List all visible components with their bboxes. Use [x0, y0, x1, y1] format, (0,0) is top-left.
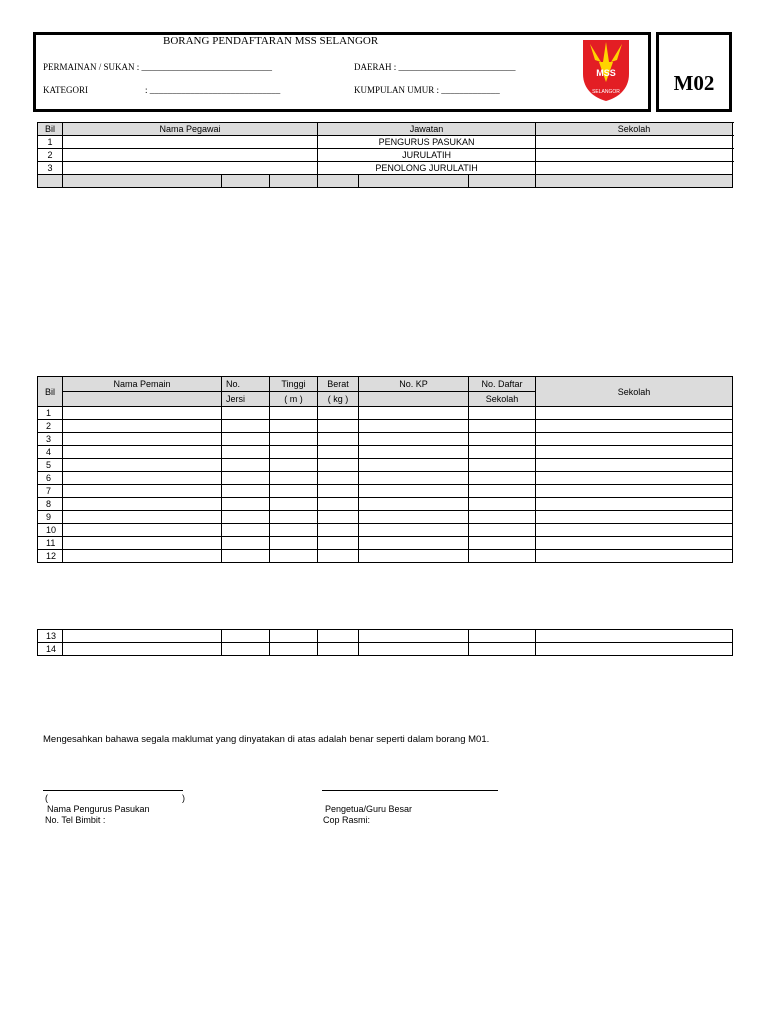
mss-selangor-logo — [581, 38, 631, 102]
nama-pemain-cell[interactable] — [63, 485, 222, 498]
no-kp-cell[interactable] — [359, 643, 469, 656]
table-row — [38, 162, 733, 175]
header-berat-1: Berat — [318, 377, 359, 392]
jawatan-cell: JURULATIH — [318, 149, 536, 162]
table-row — [38, 136, 733, 149]
tinggi-cell[interactable] — [270, 630, 318, 643]
row-number: 2 — [38, 149, 63, 162]
sekolah-cell[interactable] — [536, 420, 733, 433]
permainan-field: PERMAINAN / SUKAN : _____________________________ — [43, 62, 273, 72]
no-jersi-cell[interactable] — [222, 407, 270, 420]
nama-pemain-cell[interactable] — [63, 446, 222, 459]
row-number: 12 — [38, 550, 63, 563]
sekolah-cell[interactable] — [536, 643, 733, 656]
header-sekolah: Sekolah — [536, 377, 733, 407]
tinggi-cell[interactable] — [270, 643, 318, 656]
daerah-field: DAERAH : __________________________ — [354, 62, 516, 72]
sekolah-cell[interactable] — [536, 407, 733, 420]
no-daftar-cell[interactable] — [469, 643, 536, 656]
tinggi-cell[interactable] — [270, 537, 318, 550]
no-kp-cell[interactable] — [359, 433, 469, 446]
row-number: 8 — [38, 498, 63, 511]
nama-pemain-cell[interactable] — [63, 630, 222, 643]
berat-cell[interactable] — [318, 459, 359, 472]
table-row — [38, 433, 733, 446]
no-daftar-cell[interactable] — [469, 550, 536, 563]
header-berat-2: ( kg ) — [318, 392, 359, 407]
tinggi-cell[interactable] — [270, 524, 318, 537]
nama-pemain-cell[interactable] — [63, 498, 222, 511]
row-number: 1 — [38, 136, 63, 149]
berat-cell[interactable] — [318, 524, 359, 537]
table-row — [38, 524, 733, 537]
tinggi-cell[interactable] — [270, 485, 318, 498]
table-row — [38, 498, 733, 511]
berat-cell[interactable] — [318, 446, 359, 459]
row-number: 6 — [38, 472, 63, 485]
no-jersi-cell[interactable] — [222, 524, 270, 537]
row-number: 4 — [38, 446, 63, 459]
no-kp-cell[interactable] — [359, 524, 469, 537]
tinggi-cell[interactable] — [270, 446, 318, 459]
no-daftar-cell[interactable] — [469, 524, 536, 537]
no-kp-cell[interactable] — [359, 498, 469, 511]
players-header-row-1 — [38, 377, 733, 392]
header-tinggi-1: Tinggi — [270, 377, 318, 392]
no-jersi-cell[interactable] — [222, 446, 270, 459]
berat-cell[interactable] — [318, 498, 359, 511]
sekolah-cell[interactable] — [536, 433, 733, 446]
manager-signature-line[interactable] — [43, 790, 183, 791]
header-no-jersi-1: No. — [222, 377, 270, 392]
extra-players-table — [37, 629, 733, 656]
tinggi-cell[interactable] — [270, 511, 318, 524]
no-jersi-cell[interactable] — [222, 550, 270, 563]
row-number: 1 — [38, 407, 63, 420]
nama-pemain-cell[interactable] — [63, 511, 222, 524]
manager-phone-label: No. Tel Bimbit : — [45, 815, 106, 825]
nama-pemain-cell[interactable] — [63, 407, 222, 420]
header-tinggi-2: ( m ) — [270, 392, 318, 407]
nama-pegawai-cell[interactable] — [63, 136, 318, 149]
header-jawatan: Jawatan — [318, 123, 536, 136]
jawatan-cell: PENGURUS PASUKAN — [318, 136, 536, 149]
sekolah-cell[interactable] — [536, 537, 733, 550]
berat-cell[interactable] — [318, 630, 359, 643]
certification-statement: Mengesahkan bahawa segala maklumat yang dinyatakan di atas adalah benar seperti dalam borang M01. — [43, 734, 490, 745]
row-number: 9 — [38, 511, 63, 524]
table-row — [38, 149, 733, 162]
berat-cell[interactable] — [318, 511, 359, 524]
row-number: 3 — [38, 162, 63, 175]
players-table — [37, 376, 733, 563]
row-number: 7 — [38, 485, 63, 498]
nama-pegawai-cell[interactable] — [63, 149, 318, 162]
logo-arc-text: SELANGOR — [592, 89, 620, 95]
form-code: M02 — [673, 71, 715, 95]
no-kp-cell[interactable] — [359, 550, 469, 563]
tinggi-cell[interactable] — [270, 433, 318, 446]
nama-pemain-cell[interactable] — [63, 550, 222, 563]
header-nama-pemain: Nama Pemain — [63, 377, 222, 392]
sekolah-cell[interactable] — [536, 149, 733, 162]
table-row — [38, 407, 733, 420]
no-daftar-cell[interactable] — [469, 630, 536, 643]
sekolah-cell[interactable] — [536, 524, 733, 537]
nama-pemain-cell[interactable] — [63, 420, 222, 433]
nama-pemain-cell[interactable] — [63, 459, 222, 472]
jawatan-cell: PENOLONG JURULATIH — [318, 162, 536, 175]
sekolah-cell[interactable] — [536, 550, 733, 563]
row-number: 14 — [38, 643, 63, 656]
no-daftar-cell[interactable] — [469, 459, 536, 472]
berat-cell[interactable] — [318, 537, 359, 550]
sekolah-cell[interactable] — [536, 472, 733, 485]
sekolah-cell[interactable] — [536, 136, 733, 149]
no-kp-cell[interactable] — [359, 485, 469, 498]
officials-header-row — [38, 123, 733, 136]
tinggi-cell[interactable] — [270, 498, 318, 511]
row-number: 5 — [38, 459, 63, 472]
no-daftar-cell[interactable] — [469, 433, 536, 446]
berat-cell[interactable] — [318, 420, 359, 433]
header-bil: Bil — [38, 123, 63, 136]
no-kp-cell[interactable] — [359, 537, 469, 550]
kategori-field: : _____________________________ — [145, 85, 281, 95]
no-kp-cell[interactable] — [359, 472, 469, 485]
sekolah-cell[interactable] — [536, 511, 733, 524]
table-row — [38, 630, 733, 643]
tinggi-cell[interactable] — [270, 472, 318, 485]
no-jersi-cell[interactable] — [222, 485, 270, 498]
kumpulan-umur-field: KUMPULAN UMUR : _____________ — [354, 85, 500, 95]
no-daftar-cell[interactable] — [469, 446, 536, 459]
no-daftar-cell[interactable] — [469, 407, 536, 420]
sekolah-cell[interactable] — [536, 498, 733, 511]
no-daftar-cell[interactable] — [469, 472, 536, 485]
berat-cell[interactable] — [318, 407, 359, 420]
header-bil: Bil — [38, 377, 63, 407]
officials-table — [37, 122, 733, 188]
no-daftar-cell[interactable] — [469, 420, 536, 433]
sekolah-cell[interactable] — [536, 630, 733, 643]
no-jersi-cell[interactable] — [222, 537, 270, 550]
nama-pemain-cell[interactable] — [63, 433, 222, 446]
no-daftar-cell[interactable] — [469, 511, 536, 524]
no-jersi-cell[interactable] — [222, 643, 270, 656]
header-no-daftar-2: Sekolah — [469, 392, 536, 407]
header-no-jersi-2: Jersi — [222, 392, 270, 407]
no-jersi-cell[interactable] — [222, 472, 270, 485]
manager-name-label: Nama Pengurus Pasukan — [47, 804, 150, 814]
row-number: 13 — [38, 630, 63, 643]
row-number: 2 — [38, 420, 63, 433]
table-row — [38, 537, 733, 550]
nama-pegawai-cell[interactable] — [63, 162, 318, 175]
form-code-box — [656, 32, 732, 112]
table-row — [38, 446, 733, 459]
row-number: 11 — [38, 537, 63, 550]
no-kp-cell[interactable] — [359, 420, 469, 433]
table-row — [38, 485, 733, 498]
no-daftar-cell[interactable] — [469, 485, 536, 498]
sekolah-cell[interactable] — [536, 459, 733, 472]
form-title: BORANG PENDAFTARAN MSS SELANGOR — [163, 35, 379, 47]
kategori-label: KATEGORI — [43, 85, 88, 95]
principal-signature-line[interactable] — [322, 790, 498, 791]
nama-pemain-cell[interactable] — [63, 643, 222, 656]
principal-name-label: Pengetua/Guru Besar — [325, 804, 413, 814]
berat-cell[interactable] — [318, 433, 359, 446]
no-jersi-cell[interactable] — [222, 459, 270, 472]
tinggi-cell[interactable] — [270, 459, 318, 472]
sekolah-cell[interactable] — [536, 446, 733, 459]
no-daftar-cell[interactable] — [469, 498, 536, 511]
header-sekolah: Sekolah — [536, 123, 733, 136]
table-row — [38, 459, 733, 472]
table-row — [38, 472, 733, 485]
table-row — [38, 643, 733, 656]
nama-pemain-cell[interactable] — [63, 537, 222, 550]
header-no-daftar-1: No. Daftar — [469, 377, 536, 392]
no-jersi-cell[interactable] — [222, 498, 270, 511]
no-daftar-cell[interactable] — [469, 537, 536, 550]
table-row — [38, 511, 733, 524]
no-jersi-cell[interactable] — [222, 511, 270, 524]
row-number: 3 — [38, 433, 63, 446]
official-stamp-label: Cop Rasmi: — [323, 815, 371, 825]
berat-cell[interactable] — [318, 550, 359, 563]
shaded-separator-row — [38, 175, 733, 188]
no-kp-cell[interactable] — [359, 459, 469, 472]
no-kp-cell[interactable] — [359, 407, 469, 420]
sekolah-cell[interactable] — [536, 162, 733, 175]
no-kp-cell[interactable] — [359, 511, 469, 524]
row-number: 10 — [38, 524, 63, 537]
no-kp-cell[interactable] — [359, 446, 469, 459]
tinggi-cell[interactable] — [270, 420, 318, 433]
berat-cell[interactable] — [318, 485, 359, 498]
tinggi-cell[interactable] — [270, 407, 318, 420]
no-jersi-cell[interactable] — [222, 420, 270, 433]
logo-text: MSS — [596, 68, 616, 78]
nama-pemain-cell[interactable] — [63, 524, 222, 537]
manager-paren-close: ) — [182, 793, 185, 803]
no-jersi-cell[interactable] — [222, 630, 270, 643]
no-kp-cell[interactable] — [359, 630, 469, 643]
header-no-kp: No. KP — [359, 377, 469, 392]
header-nama-pegawai: Nama Pegawai — [63, 123, 318, 136]
tinggi-cell[interactable] — [270, 550, 318, 563]
sekolah-cell[interactable] — [536, 485, 733, 498]
table-row — [38, 550, 733, 563]
berat-cell[interactable] — [318, 472, 359, 485]
table-row — [38, 420, 733, 433]
berat-cell[interactable] — [318, 643, 359, 656]
nama-pemain-cell[interactable] — [63, 472, 222, 485]
no-jersi-cell[interactable] — [222, 433, 270, 446]
manager-paren-open: ( — [45, 793, 48, 803]
